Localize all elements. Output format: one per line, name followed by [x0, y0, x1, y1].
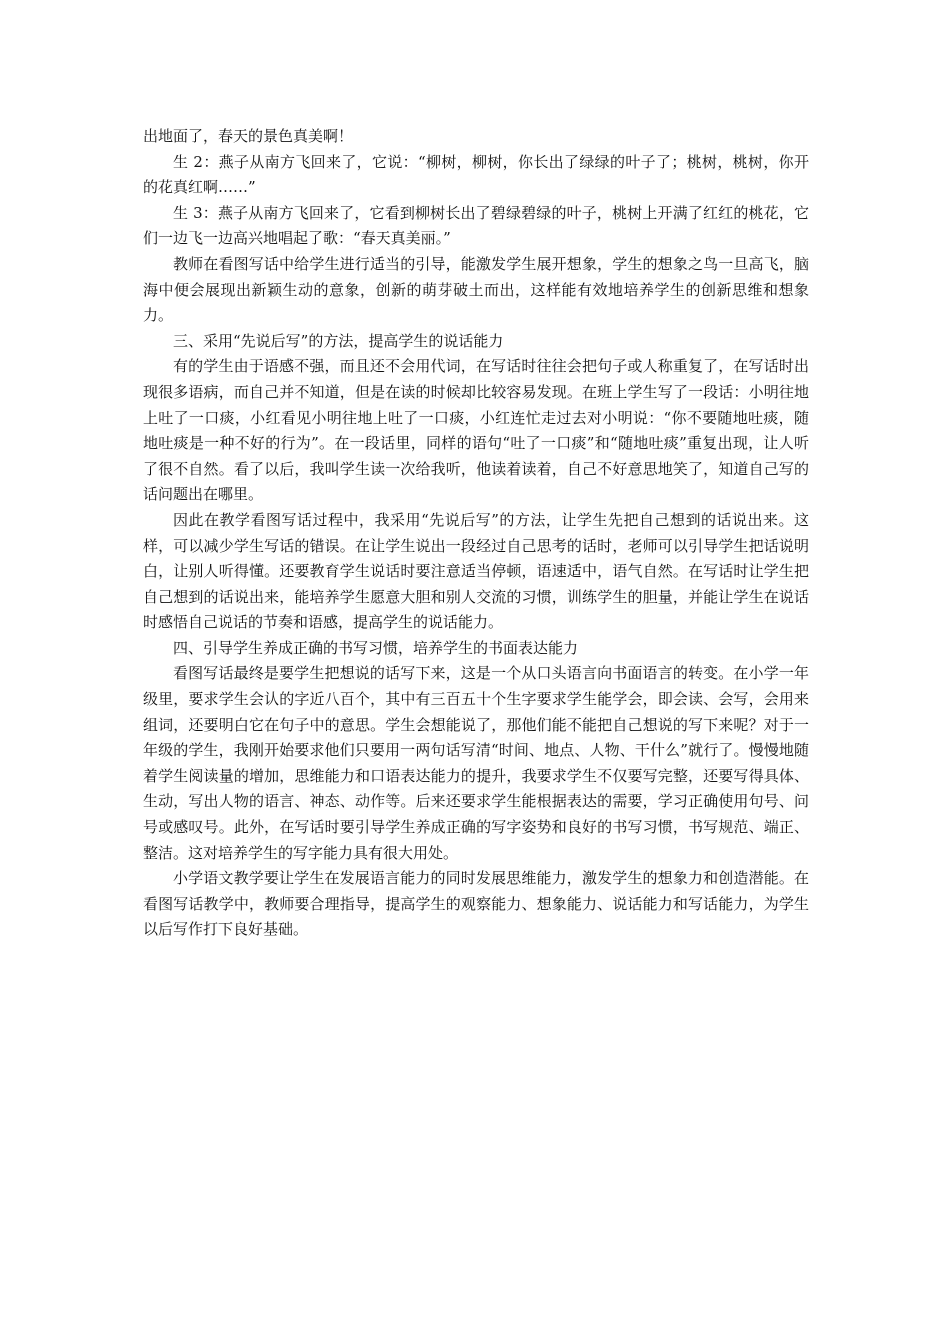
- paragraph-student-3: 生 3：燕子从南方飞回来了，它看到柳树长出了碧绿碧绿的叶子，桃树上开满了红红的桃花，它们一边飞一边高兴地唱起了歌：“春天真美丽。”: [143, 203, 809, 248]
- paragraph-student-2: 生 2：燕子从南方飞回来了，它说：“柳树，柳树，你长出了绿绿的叶子了；桃树，桃树，你开的花真红啊……”: [143, 152, 809, 197]
- paragraph-section-3-a: 有的学生由于语感不强，而且还不会用代词，在写话时往往会把句子或人称重复了，在写话时出现很多语病，而自己并不知道，但是在读的时候却比较容易发现。在班上学生写了一段话：小明往地上吐了一口痰，小红看见小明往地上吐了一口痰，小红连忙走过去对小明说：“你不要随地吐痰，随地吐痰是一种不好的行为”。在一段话里，同样的语句“吐了一口痰”和“随地吐痰”重复出现，让人听了很不自然。看了以后，我叫学生读一次给我听，他读着读着，自己不好意思地笑了，知道自己写的话问题出在哪里。: [143, 357, 809, 504]
- paragraph-teacher-guidance: 教师在看图写话中给学生进行适当的引导，能激发学生展开想象，学生的想象之鸟一旦高飞，脑海中便会展现出新颖生动的意象，创新的萌芽破土而出，这样能有效地培养学生的创新思维和想象力。: [143, 254, 809, 325]
- section-heading-4: 四、引导学生养成正确的书写习惯，培养学生的书面表达能力: [173, 638, 579, 657]
- paragraph-section-4: 看图写话最终是要学生把想说的话写下来，这是一个从口头语言向书面语言的转变。在小学一年级里，要求学生会认的字近八百个，其中有三百五十个生字要求学生能学会，即会读、会写，会用来组词，还要明白它在句子中的意思。学生会想能说了，那他们能不能把自己想说的写下来呢？对于一年级的学生，我刚开始要求他们只要用一两句话写清“时间、地点、人物、干什么”就行了。慢慢地随着学生阅读量的增加，思维能力和口语表达能力的提升，我要求学生不仅要写完整，还要写得具体、生动，写出人物的语言、神态、动作等。后来还要求学生能根据表达的需要，学习正确使用句号、问号或感叹号。此外，在写话时要引导学生养成正确的写字姿势和良好的书写习惯，书写规范、端正、整洁。这对培养学生的写字能力具有很大用处。: [143, 664, 809, 862]
- paragraph-section-3-b: 因此在教学看图写话过程中，我采用“先说后写”的方法，让学生先把自己想到的话说出来。这样，可以减少学生写话的错误。在让学生说出一段经过自己思考的话时，老师可以引导学生把话说明白，让别人听得懂。还要教育学生说话时要注意适当停顿，语速适中，语气自然。在写话时让学生把自己想到的话说出来，能培养学生愿意大胆和别人交流的习惯，训练学生的胆量，并能让学生在说话时感悟自己说话的节奏和语感，提高学生的说话能力。: [143, 510, 809, 632]
- paragraph-continuation: 出地面了，春天的景色真美啊！: [143, 127, 354, 145]
- section-heading-3: 三、采用“先说后写”的方法，提高学生的说话能力: [173, 331, 504, 350]
- document-page: [143, 124, 809, 943]
- paragraph-conclusion: 小学语文教学要让学生在发展语言能力的同时发展思维能力，激发学生的想象力和创造潜能。在看图写话教学中，教师要合理指导，提高学生的观察能力、想象能力、说话能力和写话能力，为学生以后写作打下良好基础。: [143, 869, 809, 939]
